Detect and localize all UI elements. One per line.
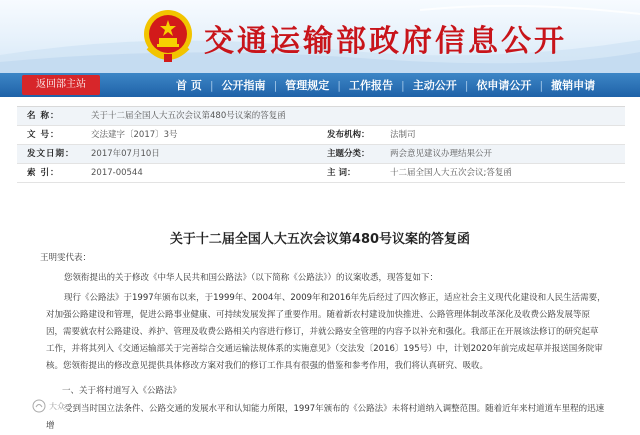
paragraph: 现行《公路法》于1997年颁布以来，于1999年、2004年、2009年和2016年先后经过了四次修正，适应社会主义现代化建设和人民生活需要，对加强公路建设和管理，促进公路事业健康、可持续发展发挥了重要作用。随着新农村建设加快推进、公路管理体制改革深化及收费公路发展等原因，需要就农村公路建设、养护、管理及收费公路相关内容进行修订，并就公路安全管理的内容予以补充和强化。我部正在开展该法修订的研究起草工作，并将其列入《交通运输部关于完善综合交通运输法规体系的实施意见》（交法发〔2016〕195号）中，计划2020年前完成起草并报送国务院审核。您领衔提出的修改意见提供具体修改方案对我们的修订工作具有很强的借鉴和参考作用，我们将认真研究、吸收。 bbox=[46, 293, 606, 371]
nav-separator: | bbox=[273, 78, 278, 92]
watermark-text: 大众 bbox=[49, 401, 65, 411]
info-value: 2017年07月10日 bbox=[91, 149, 160, 159]
info-row-date bbox=[17, 145, 625, 164]
nav-separator: | bbox=[539, 78, 544, 92]
info-label: 名 称： bbox=[27, 111, 60, 121]
document-title: 关于十二届全国人大五次会议第480号议案的答复函 bbox=[169, 232, 471, 247]
info-value: 两会意见建议办理结果公开 bbox=[390, 149, 493, 159]
watermark-logo-icon bbox=[32, 399, 46, 413]
paragraph: 受到当时国立法条件、公路交通的发展水平和认知能力所限，1997年颁布的《公路法》未将村道纳入调整范围。随着近年来村道道车里程的迅速增 bbox=[46, 404, 605, 431]
nav-item-reports[interactable]: 工作报告 bbox=[349, 79, 393, 92]
info-value: 2017-00544 bbox=[91, 168, 143, 178]
watermark bbox=[32, 399, 65, 413]
info-row-number bbox=[17, 126, 625, 145]
site-title: 交通运输部政府信息公开 bbox=[204, 24, 567, 59]
info-value: 十二届全国人大五次会议;答复函 bbox=[390, 168, 512, 178]
national-emblem-icon bbox=[142, 8, 194, 64]
section-heading: 一、关于将村道写入《公路法》 bbox=[62, 386, 182, 396]
info-row-index bbox=[17, 164, 625, 183]
nav-item-guide[interactable]: 公开指南 bbox=[221, 79, 266, 92]
nav-bar bbox=[0, 73, 640, 97]
info-label: 主题分类： bbox=[327, 149, 370, 159]
nav-item-withdraw-request[interactable]: 撤销申请 bbox=[551, 79, 596, 92]
nav-links bbox=[168, 73, 603, 97]
info-label: 索 引： bbox=[27, 168, 60, 178]
nav-separator: | bbox=[209, 78, 214, 92]
nav-item-regulations[interactable]: 管理规定 bbox=[285, 79, 330, 92]
site-header bbox=[0, 0, 640, 73]
info-value: 关于十二届全国人大五次会议第480号议案的答复函 bbox=[91, 111, 286, 121]
nav-separator: | bbox=[337, 78, 341, 92]
paragraph: 您领衔提出的关于修改《中华人民共和国公路法》（以下简称《公路法》）的议案收悉，现答复如下： bbox=[64, 273, 439, 283]
info-label: 发布机构： bbox=[327, 130, 370, 140]
info-label: 主 词： bbox=[327, 168, 356, 178]
nav-item-request-disclosure[interactable]: 依申请公开 bbox=[476, 79, 532, 92]
nav-separator: | bbox=[464, 78, 469, 92]
greeting: 王明雯代表： bbox=[40, 253, 92, 263]
nav-item-active-disclosure[interactable]: 主动公开 bbox=[412, 79, 457, 92]
info-label: 发文日期： bbox=[27, 149, 75, 159]
nav-separator: | bbox=[401, 78, 405, 92]
info-row-name bbox=[17, 107, 625, 126]
document-info-table bbox=[17, 106, 625, 183]
nav-item-home[interactable]: 首 页 bbox=[176, 79, 202, 92]
info-value: 交法建字〔2017〕3号 bbox=[91, 130, 178, 140]
back-to-main-site-button[interactable]: 返回部主站 bbox=[22, 75, 100, 95]
info-value: 法制司 bbox=[390, 130, 416, 140]
info-label: 文 号： bbox=[27, 130, 60, 140]
